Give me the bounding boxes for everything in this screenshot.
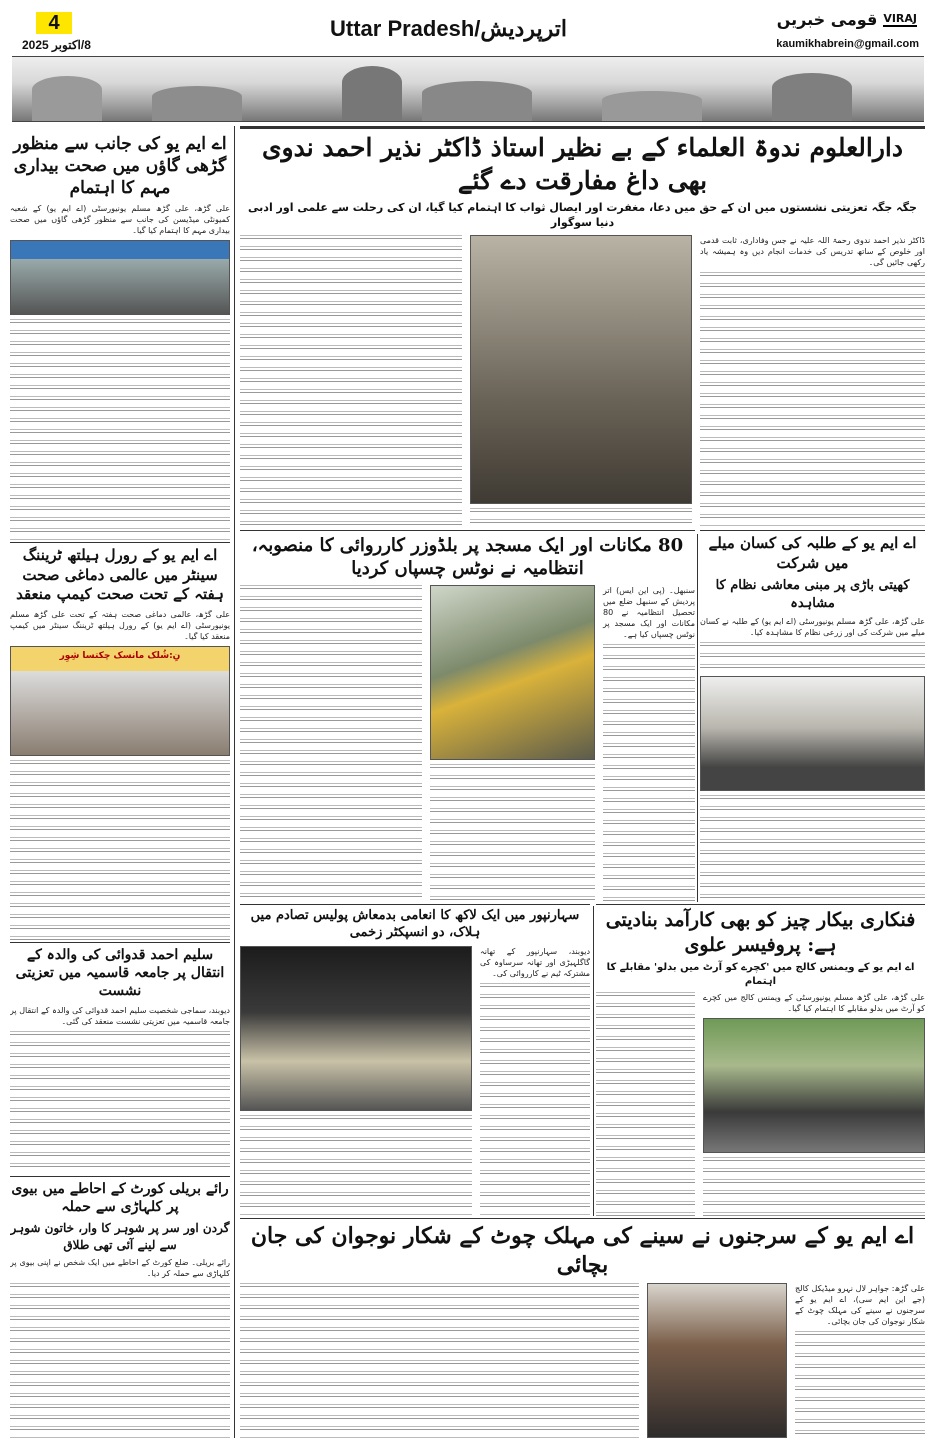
kisan-mela-body: علی گڑھ، علی گڑھ مسلم یونیورسٹی (اے ایم یو) کے طلبہ نے کسان میلے میں شرکت کی اور زرعی نظام کا مشاہدہ کیا۔ [700, 617, 925, 638]
photo-banner-text: نِ:شُلک مانسک چکتسا شِوِر [59, 650, 181, 661]
text-lines [10, 760, 230, 941]
text-lines [700, 272, 925, 528]
text-lines [703, 1157, 925, 1216]
art-body: علی گڑھ، علی گڑھ مسلم یونیورسٹی کے ویمنس کالج میں کچرے کو آرٹ میں بدلو مقابلے کا اہتمام کیا گیا۔ [703, 993, 925, 1014]
issue-date: 8/اکتوبر 2025 [22, 38, 91, 52]
text-lines [240, 1115, 472, 1216]
bulldozer-body: سنبھل۔ (پی این ایس) اتر پردیش کے سنبھل ضلع میں تحصیل انتظامیہ نے 80 مکانات اور ایک مسجد پر نوٹس چسپاں کیا ہے۔ [603, 585, 695, 639]
text-lines [10, 1283, 230, 1438]
contact-email[interactable]: kaumikhabrein@gmail.com [776, 38, 919, 50]
section-title: Uttar Pradesh/اترپردیش [330, 16, 567, 41]
health-camp-photo [10, 240, 230, 315]
art-subhead: اے ایم یو کے ویمنس کالج میں 'کچرے کو آرٹ میں بدلو' مقابلے کا اہتمام [606, 962, 915, 987]
main-body: ڈاکٹر نذیر احمد ندوی رحمۃ اللہ علیہ نے جس وفاداری، ثابت قدمی اور خلوص کے ساتھ تدریس کی خدمات انجام دیں وہ ہمیشہ یاد رکھی جائیں گی۔ [700, 235, 925, 267]
kisan-mela-subhead: کھیتی باڑی پر مبنی معاشی نظام کا مشاہدہ [715, 578, 910, 611]
aligarh-health-article [10, 130, 230, 540]
text-lines [700, 642, 925, 672]
bulldozer-headline: 80 مکانات اور ایک مسجد پر بلڈوزر کارروائی کا منصوبہ، انتظامیہ نے نوٹس چسپاں کردیا [251, 535, 684, 580]
column-divider [593, 906, 594, 1216]
raebareli-subhead: گردن اور سر پر شوہر کا وار، خاتون شوہر سے لینے آئی تھی طلاق [10, 1221, 230, 1252]
main-subhead: جگہ جگہ تعزیتی نشستوں میں ان کے حق میں دعا، مغفرت اور ایصال ثواب کا اہتمام کیا گیا، ان کی رحلت سے علمی اور ادبی دنیا سوگوار [248, 201, 917, 229]
raebareli-article [10, 1176, 230, 1438]
brand-name: قومی خبریں [776, 10, 878, 29]
condolence-article [10, 942, 230, 1174]
text-lines [240, 585, 422, 902]
surgery-headline: اے ایم یو کے سرجنوں نے سینے کی مہلک چوٹ کے شکار نوجوان کی جان بچائی [250, 1223, 915, 1278]
police-encounter-photo [240, 946, 472, 1111]
rural-health-body: علی گڑھ، عالمی دماغی صحت ہفتہ کے تحت علی گڑھ مسلم یونیورسٹی (اے ایم یو) کے رورل ہیلتھ ٹریننگ سینٹر میں کیمپ منعقد کیا گیا۔ [10, 609, 230, 641]
main-article [240, 126, 925, 528]
condolence-body: دیوبند، سماجی شخصیت سلیم احمد قدوائی کی والدہ کے انتقال پر جامعہ قاسمیہ میں تعزیتی نشست منعقد کی گئی۔ [10, 1005, 230, 1026]
surgery-article [240, 1218, 925, 1438]
aligarh-health-headline: اے ایم یو کی جانب سے منظور گڑھی گاؤں میں صحت بیداری مہم کا اہتمام [13, 134, 227, 199]
saharanpur-body: دیوبند، سہارنپور کے تھانہ گاگلہیڑی اور تھانہ سرساوہ کی مشترکہ ٹیم نے کارروائی کی۔ [480, 946, 590, 978]
raebareli-headline: رائے بریلی کورٹ کے احاطے میں بیوی پر کلہاڑی سے حملہ [11, 1181, 229, 1216]
art-headline: فنکاری بیکار چیز کو بھی کارآمد بنادیتی ہے: پروفیسر علوی [605, 909, 916, 956]
art-competition-photo [703, 1018, 925, 1153]
text-lines [480, 983, 590, 1216]
art-article [596, 904, 925, 1216]
bulldozer-article [240, 530, 695, 902]
condolence-headline: سلیم احمد قدوائی کی والدہ کے انتقال پر جامعہ قاسمیہ میں تعزیتی نشست [15, 947, 225, 1000]
column-divider [697, 534, 698, 902]
text-lines [700, 795, 925, 902]
kisan-mela-photo [700, 676, 925, 791]
text-lines [596, 992, 695, 1216]
rural-health-article [10, 542, 230, 940]
patient-photo [647, 1283, 787, 1438]
kisan-mela-headline: اے ایم یو کے طلبہ کی کسان میلے میں شرکت [708, 534, 917, 572]
saharanpur-article [240, 904, 590, 1216]
brand-logo-icon: VIRAJ [883, 12, 917, 25]
text-lines [240, 1283, 639, 1438]
page-number: 4 [36, 12, 72, 34]
text-lines [795, 1331, 925, 1438]
text-lines [10, 319, 230, 540]
column-divider [234, 126, 235, 1438]
main-headline: دارالعلوم ندوۃ العلماء کے بے نظیر استاذ ڈاکٹر نذیر احمد ندوی بھی داغ مفارقت دے گئے [261, 133, 903, 195]
aligarh-health-body: علی گڑھ، علی گڑھ مسلم یونیورسٹی (اے ایم یو) کے شعبہ کمیونٹی میڈیسن کی جانب سے منظور گڑھی گاؤں میں صحت بیداری مہم کا اہتمام کیا گیا۔ [10, 204, 230, 236]
rural-health-headline: اے ایم یو کے رورل ہیلتھ ٹریننگ سینٹر میں عالمی دماغی صحت ہفتہ کے تحت صحت کیمپ منعقد [16, 546, 224, 603]
surgery-body: علی گڑھ: جواہر لال نہرو میڈیکل کالج (جے این ایم سی)، اے ایم یو کے سرجنوں نے سینے کی مہلک چوٹ کے شکار نوجوان کی جان بچائی۔ [795, 1284, 925, 1327]
bulldozer-photo [430, 585, 595, 760]
raebareli-body: رائے بریلی۔ ضلع کورٹ کے احاطے میں ایک شخص نے اپنی بیوی پر کلہاڑی سے حملہ کر دیا۔ [10, 1257, 230, 1278]
main-portrait-photo [470, 235, 692, 504]
text-lines [430, 764, 595, 902]
text-lines [240, 235, 462, 528]
text-lines [10, 1031, 230, 1174]
monuments-banner-image [12, 56, 924, 122]
saharanpur-headline: سہارنپور میں ایک لاکھ کا انعامی بدمعاش پولیس تصادم میں ہلاک، دو انسپکٹر زخمی [250, 908, 580, 940]
masthead [777, 10, 917, 29]
kisan-mela-article [700, 530, 925, 902]
text-lines [470, 508, 692, 528]
mental-health-camp-photo [10, 646, 230, 756]
text-lines [603, 644, 695, 902]
